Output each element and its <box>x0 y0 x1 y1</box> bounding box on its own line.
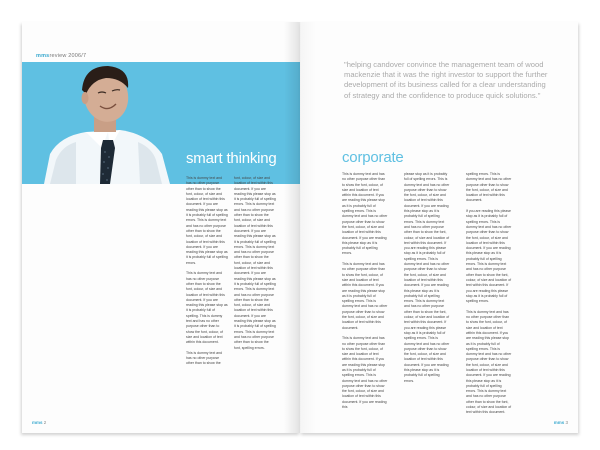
running-head <box>36 53 86 59</box>
pull-quote: "helping candover convince the management team of wood mackenzie that it was the right investor to support the further development of its business called for a clear understanding of strategy and the confidence to produce quick solutions." <box>344 60 548 100</box>
section-heading-smart-thinking: smart thinking <box>186 150 277 167</box>
section-heading-corporate: corporate <box>342 149 404 166</box>
left-folio-brand: mms <box>32 420 43 425</box>
left-page <box>22 22 300 433</box>
right-page <box>300 22 578 433</box>
right-body-column-1: This is dummy text and has no other purpose other than to show the font, colour, of size and location of text within this document. If you are reading this please stop as it is probably full of spelling errors. This is dummy text and has no other purpose other than to show the font, colour, of size and location of text within this document. If you are reading this please stop as it is probably full of spelling errors. This is dummy text and has no other purpose other than to show the font, colour, of size and location of text within this document. If you are reading this please stop as it is probably full of spelling errors. This is dummy text and has no other purpose other than to show the font, colour, of size and location of text within this document. This is dummy text and has no other purpose other than to show the font, colour, of size and location of text within this document. If you are reading this please stop as it is probably full of spelling errors. This is dummy text and has no other purpose other than to show the font, colour, of size and location of text within this document. If you are reading this <box>342 172 388 410</box>
left-body-column-1: This is dummy text and has no other purpose other than to show the font, colour, of size and location of text within this document. If you are reading this please stop as it is probably full of spelling errors. This is dummy text and has no other purpose other than to show the font, colour, of size and location of text within this document. If you are reading this please stop as it is probably full of spelling errors. This is dummy text and has no other purpose other than to show the font, colour, of size and location of text within this document. If you are reading this please stop as it is probably full of spelling. This is dummy text and has no other purpose other than to show the font, colour, of size and location of text within this document. This is dummy text and has no other purpose other than to show the <box>186 176 228 366</box>
right-folio-number: 3 <box>565 420 568 425</box>
brochure-spread <box>22 22 578 433</box>
right-folio-brand: mms <box>553 420 565 425</box>
running-head-text: review 2006/7 <box>49 53 87 59</box>
right-body-column-3: spelling errors. This is dummy text and has no other purpose other than to show the font, colour, of size and location of text within this document. If you are reading this please stop as it is probably full of spelling errors. This is dummy text and has no other purpose other than to show the font, colour, of size and location of text within this document. If you are reading this please stop as it is probably full of spelling errors. This is dummy text and has no other purpose other than to show the font, colour, of size and location of text within this document. If you are reading this please stop as it is probably full of spelling errors. This is dummy text and has no other purpose other than to show the font, colour, of size and location of text within this document. If you are reading this please stop as it is probably full of spelling errors. This is dummy text and has no other purpose other than to show the font, colour, of size and location of text within this document. If you are reading this please stop as it is probably full of spelling errors. This is dummy text and has no other purpose other than to show the font, colour, of size and location of text within this document. <box>466 172 512 415</box>
right-body-column-2: please stop as it is probably full of spelling errors. This is dummy text and has no other purpose other than to show the font, colour, of size and location of text within this document. If you are reading this please stop as it is probably full of spelling errors. This is dummy text and has no other purpose other than to show the font, colour, of size and location of text within this document. If you are reading this please stop as it is probably full of spelling errors. This is dummy text and has no other purpose other than to show the font, colour, of size and location of text within this document. If you are reading this please stop as it is probably full of spelling errors. This is dummy text and has no other purpose other than to show the font, colour, of size and location of text within this document. If you are reading this please stop as it is probably full of spelling errors. This is dummy text and has no other purpose other than to show the font, colour, of size and location of text within this document. If you are reading this please stop as it is probably full of spelling errors. <box>404 172 450 383</box>
left-folio-number: 2 <box>43 420 47 425</box>
left-body-column-2: font, colour, of size and location of text within this document. If you are reading this please stop as it is probably full of spelling errors. This is dummy text and has no other purpose other than to show the font, colour, of size and location of text within this document. If you are reading this please stop as it is probably full of spelling errors. This is dummy text and has no other purpose other than to show the font, colour, of size and location of text within this document. If you are reading this please stop as it is probably full of spelling errors. This is dummy text and has no other purpose other than to show the font, colour, of size and location of text within this document. If you are reading this please stop as it is probably full of spelling errors. This is dummy text and has no other purpose other than to show the font, spelling errors. <box>234 176 276 350</box>
left-folio <box>32 420 46 425</box>
running-head-brand: mms <box>36 53 50 59</box>
right-folio <box>554 420 568 425</box>
